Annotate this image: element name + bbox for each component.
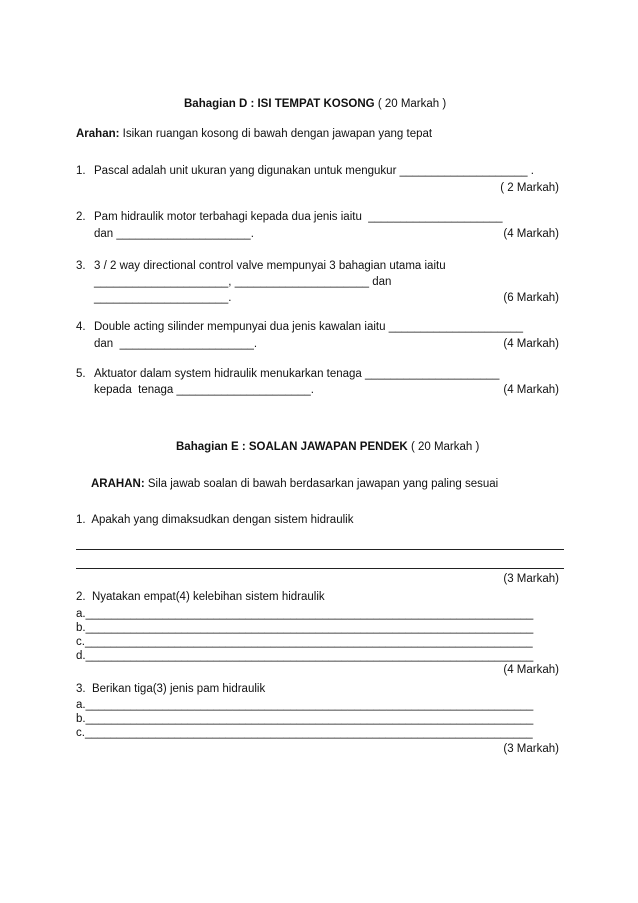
section-d-instruction [76, 127, 432, 141]
e-q2-line-c: c.______________________________________________________________________ [76, 636, 533, 648]
e-q2-line-d: d.______________________________________________________________________ [76, 650, 534, 662]
d-q3-line2: _____________________, _____________________ dan [94, 276, 392, 288]
e-q1-answer-line-2 [76, 568, 564, 569]
section-d-instruction-text: Isikan ruangan kosong di bawah dengan jawapan yang tepat [119, 128, 433, 140]
section-d-instruction-label: Arahan: [76, 128, 120, 140]
d-q1-number: 1. [76, 165, 86, 177]
e-q3-line-a: a.______________________________________________________________________ [76, 699, 534, 711]
d-q3-number: 3. [76, 260, 86, 272]
e-q3-marks: (3 Markah) [503, 743, 559, 755]
section-e-title-marks: ( 20 Markah ) [407, 441, 480, 453]
section-e-title [176, 440, 479, 454]
d-q2-marks: (4 Markah) [503, 228, 559, 240]
e-q1-answer-line-1 [76, 549, 564, 550]
d-q5-marks: (4 Markah) [503, 384, 559, 396]
d-q4-line2: dan _____________________. [94, 338, 258, 350]
d-q1-marks: ( 2 Markah) [500, 182, 559, 194]
e-q2-line-b: b.______________________________________________________________________ [76, 622, 534, 634]
d-q3-line3: _____________________. [94, 292, 232, 304]
section-e-instruction [91, 477, 498, 491]
e-q1-text: 1. Apakah yang dimaksudkan dengan sistem hidraulik [76, 514, 354, 526]
d-q5-line2: kepada tenaga _____________________. [94, 384, 314, 396]
d-q4-marks: (4 Markah) [503, 338, 559, 350]
section-e-instruction-label: ARAHAN: [91, 478, 145, 490]
d-q3-line1: 3 / 2 way directional control valve mempunyai 3 bahagian utama iaitu [94, 260, 446, 272]
e-q1-marks: (3 Markah) [503, 573, 559, 585]
d-q3-marks: (6 Markah) [503, 292, 559, 304]
section-e-instruction-text: Sila jawab soalan di bawah berdasarkan jawapan yang paling sesuai [144, 478, 499, 490]
e-q2-marks: (4 Markah) [503, 664, 559, 676]
d-q5-line1: Aktuator dalam system hidraulik menukarkan tenaga _____________________ [94, 368, 500, 380]
d-q2-number: 2. [76, 211, 86, 223]
d-q1-line1: Pascal adalah unit ukuran yang digunakan untuk mengukur ____________________ . [94, 165, 534, 177]
e-q3-text: 3. Berikan tiga(3) jenis pam hidraulik [76, 683, 266, 695]
section-d-title-marks: ( 20 Markah ) [374, 98, 447, 110]
section-e-title-bold: Bahagian E : SOALAN JAWAPAN PENDEK [176, 441, 408, 453]
d-q4-line1: Double acting silinder mempunyai dua jenis kawalan iaitu _____________________ [94, 321, 524, 333]
d-q2-line2: dan _____________________. [94, 228, 254, 240]
d-q4-number: 4. [76, 321, 86, 333]
e-q2-text: 2. Nyatakan empat(4) kelebihan sistem hidraulik [76, 591, 325, 603]
e-q3-line-c: c.______________________________________________________________________ [76, 727, 533, 739]
e-q2-line-a: a.______________________________________________________________________ [76, 608, 534, 620]
d-q2-line1: Pam hidraulik motor terbahagi kepada dua jenis iaitu _____________________ [94, 211, 503, 223]
section-d-title-bold: Bahagian D : ISI TEMPAT KOSONG [184, 98, 375, 110]
e-q3-line-b: b.______________________________________________________________________ [76, 713, 534, 725]
section-d-title [184, 97, 446, 111]
d-q5-number: 5. [76, 368, 86, 380]
